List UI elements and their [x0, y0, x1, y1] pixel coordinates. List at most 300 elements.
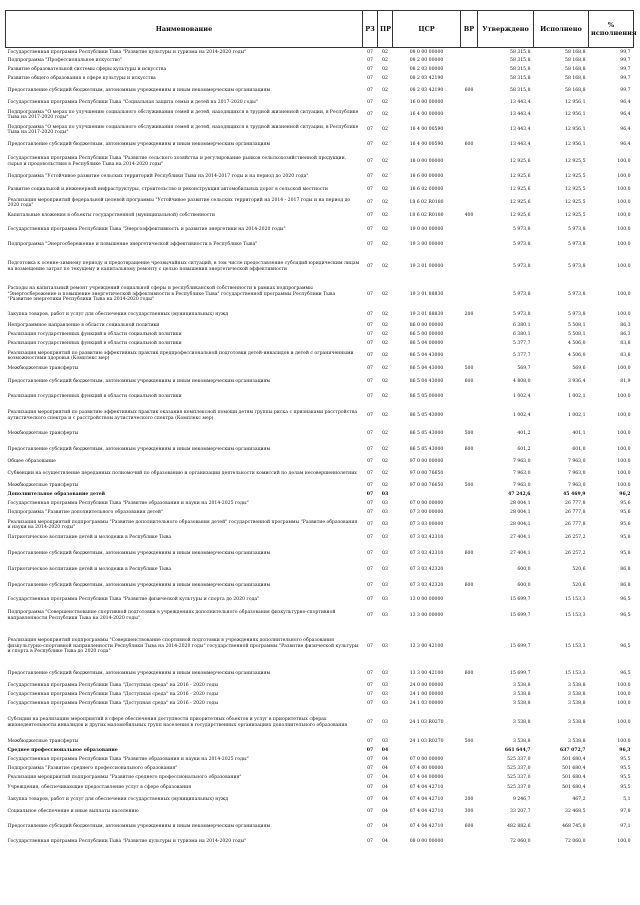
row-vr: [461, 223, 478, 238]
row-executed: 58 168,8: [565, 58, 586, 64]
row-name: Подпрограмма "Развитие дополнительного образования детей": [7, 510, 164, 516]
row-percent: 95,5: [620, 766, 631, 772]
row-rz: 07: [367, 738, 373, 744]
row-csr: 13 3 00 00000: [409, 612, 444, 618]
row-pr: 02: [382, 353, 388, 359]
row-vr: [461, 390, 478, 405]
row-rz: 07: [367, 332, 373, 338]
row-percent: 100,0: [617, 838, 631, 844]
row-pr: 02: [382, 242, 388, 248]
table-row: [6, 747, 634, 756]
row-approved: 13 443,4: [510, 112, 531, 118]
row-executed: 26 777,8: [565, 510, 586, 516]
row-executed: 26 257,2: [565, 550, 586, 556]
row-csr: 86 5 05 43000: [409, 431, 444, 437]
row-name: Дополнительное образование детей: [7, 492, 106, 498]
row-executed: 501 680,4: [562, 757, 586, 763]
row-name: Патриотическое воспитание детей и молодежи в Республике Тыва: [7, 535, 172, 541]
row-rz: 07: [367, 766, 373, 772]
row-percent: 96,4: [620, 112, 631, 118]
row-executed: 58 168,8: [565, 88, 586, 94]
row-approved: 525 337,0: [507, 785, 531, 791]
row-approved: 525 337,0: [507, 766, 531, 772]
row-percent: 100,0: [617, 174, 631, 180]
row-vr: [461, 253, 478, 281]
row-pr: 02: [382, 67, 388, 73]
row-percent: 97,8: [620, 808, 631, 814]
row-vr: 500: [464, 483, 474, 489]
row-name: Развитие общего образования в сфере культуры и искусства: [7, 76, 156, 82]
header-rz: РЗ: [363, 11, 378, 48]
row-rz: 07: [367, 643, 373, 649]
table-row: [6, 84, 634, 99]
row-percent: 100,0: [617, 366, 631, 372]
row-rz: 07: [367, 701, 373, 707]
row-vr: 600: [464, 823, 474, 829]
row-executed: 501 680,4: [562, 766, 586, 772]
row-executed: 15 153,3: [565, 671, 586, 677]
row-approved: 4 808,0: [512, 379, 531, 385]
row-vr: [461, 709, 478, 737]
row-vr: [461, 747, 478, 756]
row-pr: 02: [382, 446, 388, 452]
row-name: Государственная программа Республики Тыва "Развитие культуры и туризма на 2014-2020 годы": [7, 838, 247, 844]
row-pr: 02: [382, 227, 388, 233]
row-vr: 600: [464, 582, 474, 588]
row-approved: 525 337,0: [507, 775, 531, 781]
row-percent: 100,0: [617, 412, 631, 418]
row-vr: [461, 349, 478, 364]
row-executed: 3 538,8: [567, 683, 586, 689]
row-approved: 7 963,0: [512, 459, 531, 465]
row-name: Государственная программа Республики Тыва "Развитие сельского хозяйства и регулирование рынков сельскохозяйственной продукции, сырья и продовольствия в Республике Тыва на 2014-2020 годы": [7, 156, 347, 167]
row-executed: 7 963,0: [567, 483, 586, 489]
row-csr: 16 4 00 00000: [409, 112, 444, 118]
row-vr: [461, 774, 478, 783]
row-pr: 03: [382, 567, 388, 573]
row-pr: 04: [381, 748, 389, 754]
row-percent: 100,0: [617, 701, 631, 707]
header-executed: Исполнено: [534, 11, 589, 48]
table-row: [6, 544, 634, 564]
row-rz: 07: [367, 174, 373, 180]
row-csr: 18 0 00 00000: [409, 158, 444, 164]
row-approved: 5 973,8: [512, 227, 531, 233]
row-rz: 07: [367, 242, 373, 248]
row-csr: 19 3 01 88830: [409, 312, 444, 318]
table-row: [6, 171, 634, 184]
table-row: [6, 57, 634, 66]
row-vr: [461, 765, 478, 774]
table-row: [6, 108, 634, 123]
row-vr: [461, 197, 478, 210]
row-rz: 07: [367, 312, 373, 318]
row-vr: [461, 123, 478, 138]
row-percent: 5,1: [623, 796, 631, 802]
row-approved: 6 380,1: [512, 323, 531, 329]
row-csr: 24 1 03 00000: [409, 701, 444, 707]
table-header-row: [6, 11, 634, 48]
budget-execution-table: [5, 10, 637, 848]
table-row: [6, 806, 634, 818]
table-row: [6, 390, 634, 405]
row-pr: 03: [382, 522, 388, 528]
row-name: Реализация мероприятий по развитию эффективных практик оказания комплексной помощи детям группы риска с признаками расстройства аутистического спектра и с расстройством аутистического спектра (Комплекс мер): [7, 410, 358, 421]
row-approved: 482 882,6: [507, 823, 531, 829]
row-percent: 96,2: [619, 492, 631, 498]
row-approved: 13 443,4: [510, 100, 531, 106]
row-vr: [461, 756, 478, 765]
row-csr: 18 6 02 00000: [409, 187, 444, 193]
row-pr: 04: [382, 823, 388, 829]
row-percent: 100,0: [617, 431, 631, 437]
table-row: [6, 238, 634, 253]
row-name: Государственная программа Республики Тыва "Доступная среда" на 2016 - 2020 годы: [7, 683, 218, 689]
row-csr: 86 5 05 00000: [409, 394, 444, 400]
row-csr: 86 5 05 43000: [409, 446, 444, 452]
row-pr: 02: [382, 483, 388, 489]
row-approved: 600,0: [517, 567, 531, 573]
table-row: [6, 491, 634, 500]
row-csr: 19 0 00 00000: [409, 227, 444, 233]
row-executed: 5 973,8: [567, 242, 586, 248]
row-executed: 5 973,8: [567, 312, 586, 318]
row-executed: 5 508,1: [567, 332, 586, 338]
row-executed: 3 538,8: [567, 738, 586, 744]
row-pr: 02: [382, 341, 388, 347]
row-pr: 03: [382, 738, 388, 744]
row-csr: 13 0 00 00000: [409, 596, 444, 602]
row-rz: 07: [367, 142, 373, 148]
row-percent: 99,7: [620, 58, 631, 64]
row-vr: [461, 99, 478, 108]
row-executed: 501 680,4: [562, 775, 586, 781]
row-vr: 500: [464, 431, 474, 437]
row-pr: 04: [382, 775, 388, 781]
row-pr: 02: [382, 200, 388, 206]
row-approved: 27 404,1: [510, 535, 531, 541]
row-approved: 401,2: [517, 431, 531, 437]
row-name: Непрограммное направление в области социальной политики: [7, 323, 160, 329]
row-rz: 07: [367, 785, 373, 791]
row-rz: 07: [367, 459, 373, 465]
row-rz: 07: [366, 492, 374, 498]
row-vr: [461, 467, 478, 482]
header-csr: ЦСР: [393, 11, 461, 48]
row-approved: 15 699,7: [510, 643, 531, 649]
row-rz: 07: [367, 394, 373, 400]
row-csr: 07 3 00 00000: [409, 510, 444, 516]
row-executed: 12 956,1: [565, 100, 586, 106]
row-name: Подпрограмма "Совершенствование спортивной подготовки в учреждениях дополнительного образования физкультурно-спортивной направленности Республики Тыва на 2014-2020 годы": [7, 610, 336, 621]
row-name: Реализация мероприятий подпрограммы "Совершенствование спортивной подготовки в учреждениях дополнительного образования физкультурно-спортивной направленности Республики Тыва на 2014-2020 годы" государственной программы "Развитие физической культуры и спорта в Республике Тыва до 2020 года": [7, 638, 359, 655]
row-pr: 02: [382, 174, 388, 180]
header-percent: % исполнения: [589, 11, 634, 48]
row-rz: 07: [367, 412, 373, 418]
row-name: Реализация государственных функций в области социальной политики: [7, 341, 182, 347]
table-row: [6, 682, 634, 691]
row-approved: 58 315,8: [510, 49, 531, 55]
row-approved: 661 644,7: [504, 748, 531, 754]
row-approved: 7 963,0: [512, 483, 531, 489]
row-vr: [461, 322, 478, 331]
row-csr: 86 5 04 00000: [409, 341, 444, 347]
row-rz: 07: [367, 366, 373, 372]
row-csr: 86 5 05 43000: [409, 412, 444, 418]
row-rz: 07: [367, 127, 373, 133]
table-row: [6, 340, 634, 349]
row-vr: 600: [464, 379, 474, 385]
row-pr: 02: [382, 431, 388, 437]
row-executed: 15 153,3: [565, 612, 586, 618]
row-percent: 97,1: [620, 823, 631, 829]
row-name: Межбюджетные трансферты: [7, 738, 79, 744]
row-executed: 601,0: [572, 446, 586, 452]
table-row: [6, 153, 634, 171]
row-executed: 26 257,2: [565, 535, 586, 541]
row-approved: 28 004,1: [510, 501, 531, 507]
row-executed: 7 963,0: [567, 471, 586, 477]
row-name: Реализация мероприятий подпрограммы "Развитие дополнительного образования детей" государственной программы "Развитие образования и науки на 2014-2020 годы": [7, 519, 358, 530]
table-row: [6, 309, 634, 322]
row-csr: [393, 747, 461, 756]
row-executed: 12 925,5: [565, 174, 586, 180]
row-vr: [461, 281, 478, 309]
row-vr: [461, 331, 478, 340]
row-csr: 08 2 03 42190: [409, 76, 444, 82]
row-name: Подпрограмма "Устойчивое развитие сельских территорий Республики Тыва на 2014-2017 годы и на период до 2020 года": [7, 174, 309, 180]
row-pr: 02: [382, 158, 388, 164]
row-csr: 97 0 00 00000: [409, 459, 444, 465]
row-approved: 1 002,4: [512, 394, 531, 400]
row-name: Подготовка к осенне-зимнему периоду и предотвращение чрезвычайных ситуаций, в том числе предоставление субсидий юридическим лицам на возмещение затрат по текущему и капитальному ремонту с целью повышения энергетической эффективности: [7, 261, 360, 272]
row-name: Реализация мероприятий федеральной целевой программы "Устойчивое развитие сельских территорий на 2014 - 2017 годы и на период до 2020 года": [7, 197, 351, 208]
row-csr: 13 3 00 42100: [409, 671, 444, 677]
row-approved: 3 538,8: [512, 683, 531, 689]
table-row: [6, 509, 634, 518]
row-rz: 07: [367, 550, 373, 556]
row-name: Предоставление субсидий бюджетным, автономным учреждениям и иным некоммерческим организациям: [7, 671, 271, 677]
row-executed: 45 469,9: [563, 492, 586, 498]
row-csr: 16 0 00 00000: [409, 100, 444, 106]
row-pr: 04: [382, 838, 388, 844]
header-vr: ВР: [461, 11, 478, 48]
row-executed: 4 506,0: [567, 341, 586, 347]
table-row: [6, 500, 634, 509]
table-row: [6, 48, 634, 57]
row-approved: 7 963,0: [512, 471, 531, 477]
row-rz: 07: [367, 471, 373, 477]
row-executed: 637 072,7: [559, 748, 586, 754]
row-approved: 58 315,8: [510, 58, 531, 64]
row-executed: 3 538,8: [567, 719, 586, 725]
row-vr: [461, 500, 478, 509]
table-row: [6, 709, 634, 737]
table-row: [6, 458, 634, 467]
row-pr: 02: [382, 263, 388, 269]
row-vr: [461, 691, 478, 700]
table-row: [6, 577, 634, 595]
table-row: [6, 605, 634, 627]
row-executed: 12 925,5: [565, 158, 586, 164]
row-name: Государственная программа Республики Тыва "Развитие образования и науки на 2014-2025 годы": [7, 501, 249, 507]
row-name: Подпрограмма "Профессиональное искусство": [7, 58, 122, 64]
table-row: [6, 818, 634, 836]
table-row: [6, 774, 634, 783]
table-row: [6, 667, 634, 682]
row-percent: 99,7: [620, 88, 631, 94]
row-vr: 300: [464, 808, 474, 814]
row-pr: 02: [382, 471, 388, 477]
row-rz: 07: [367, 596, 373, 602]
row-percent: 99,7: [620, 49, 631, 55]
row-approved: 33 207,7: [510, 808, 531, 814]
row-csr: 07 3 03 42320: [409, 582, 444, 588]
row-approved: 3 538,8: [512, 719, 531, 725]
row-csr: 86 0 00 00000: [409, 323, 444, 329]
row-executed: 15 153,3: [565, 643, 586, 649]
row-approved: 15 699,7: [510, 596, 531, 602]
row-executed: 1 002,1: [567, 394, 586, 400]
table-row: [6, 253, 634, 281]
row-executed: 12 925,5: [565, 187, 586, 193]
row-executed: 467,2: [572, 796, 586, 802]
row-vr: [461, 533, 478, 544]
row-percent: 100,0: [617, 483, 631, 489]
row-pr: 02: [382, 366, 388, 372]
row-csr: 13 3 00 42100: [409, 643, 444, 649]
row-executed: 72 060,0: [565, 838, 586, 844]
row-pr: 03: [382, 501, 388, 507]
row-name: Предоставление субсидий бюджетным, автономным учреждениям и иным некоммерческим организациям: [7, 550, 271, 556]
row-rz: 07: [367, 100, 373, 106]
row-executed: 12 925,5: [565, 213, 586, 219]
table-row: [6, 467, 634, 482]
row-name: Предоставление субсидий бюджетным, автономным учреждениям и иным некоммерческим организациям: [7, 582, 271, 588]
row-rz: 07: [367, 112, 373, 118]
row-name: Закупка товаров, работ и услуг для обеспечения государственных (муниципальных) нужд: [7, 796, 229, 802]
table-row: [6, 375, 634, 390]
row-pr: 03: [382, 719, 388, 725]
row-rz: 07: [367, 76, 373, 82]
row-pr: 04: [382, 785, 388, 791]
row-executed: 5 508,1: [567, 323, 586, 329]
row-name: Межбюджетные трансферты: [7, 483, 79, 489]
row-rz: 07: [367, 796, 373, 802]
row-rz: 07: [367, 200, 373, 206]
row-name: Предоставление субсидий бюджетным, автономным учреждениям и иным некоммерческим организациям: [7, 142, 271, 148]
row-executed: 5 973,8: [567, 227, 586, 233]
row-csr: 07 3 03 42320: [409, 567, 444, 573]
row-approved: 5 377,7: [512, 341, 531, 347]
row-csr: 19 3 00 00000: [409, 242, 444, 248]
row-vr: [461, 491, 478, 500]
row-rz: 07: [367, 341, 373, 347]
table-row: [6, 331, 634, 340]
row-rz: 07: [367, 291, 373, 297]
row-executed: 58 168,8: [565, 49, 586, 55]
row-rz: 07: [367, 446, 373, 452]
row-rz: 07: [367, 323, 373, 329]
row-rz: 07: [367, 49, 373, 55]
row-percent: 100,0: [617, 719, 631, 725]
row-name: Межбюджетные трансферты: [7, 431, 79, 437]
row-vr: 600: [464, 550, 474, 556]
row-vr: 200: [464, 312, 474, 318]
row-approved: 47 242,6: [508, 492, 531, 498]
row-rz: 07: [367, 719, 373, 725]
row-percent: 95,8: [620, 550, 631, 556]
table-row: [6, 322, 634, 331]
row-csr: 18 6 02 R0180: [409, 213, 444, 219]
row-rz: 07: [367, 683, 373, 689]
row-vr: [461, 564, 478, 577]
row-executed: 3 538,8: [567, 701, 586, 707]
row-csr: 16 4 00 00590: [409, 142, 444, 148]
table-row: [6, 364, 634, 375]
table-row: [6, 794, 634, 806]
row-percent: 95,6: [620, 510, 631, 516]
row-rz: 07: [367, 808, 373, 814]
row-name: Государственная программа Республики Тыва "Социальная защита семьи и детей на 2017-2020 годы": [7, 100, 258, 106]
row-percent: 100,0: [617, 692, 631, 698]
row-pr: 02: [382, 112, 388, 118]
table-row: [6, 427, 634, 442]
row-vr: [461, 783, 478, 794]
row-vr: 400: [464, 213, 474, 219]
row-executed: 4 506,0: [567, 353, 586, 359]
row-approved: 58 315,8: [510, 88, 531, 94]
row-percent: 95,5: [620, 757, 631, 763]
row-percent: 96,4: [620, 100, 631, 106]
row-approved: 601,2: [517, 446, 531, 452]
row-name: Предоставление субсидий бюджетным, автономным учреждениям и иным некоммерческим организациям: [7, 379, 271, 385]
table-row: [6, 756, 634, 765]
row-pr: 04: [382, 808, 388, 814]
row-pr: 03: [381, 492, 389, 498]
row-vr: 500: [464, 738, 474, 744]
row-executed: 5 973,8: [567, 263, 586, 269]
row-csr: 07 0 00 00000: [409, 501, 444, 507]
row-percent: 100,0: [617, 242, 631, 248]
row-name: Общее образование: [7, 459, 56, 465]
row-csr: 19 3 01 00000: [409, 263, 444, 269]
row-csr: 07 4 04 42710: [409, 785, 444, 791]
row-rz: 07: [367, 535, 373, 541]
row-vr: 600: [464, 142, 474, 148]
row-rz: 07: [367, 567, 373, 573]
row-approved: 15 699,7: [510, 671, 531, 677]
row-name: Подпрограмма "О мерах по улучшению социального обслуживания семей и детей, находящихся в трудной жизненной ситуации, в Республике Тыва на 2017-2020 годы": [7, 109, 359, 120]
row-name: Патриотическое воспитание детей и молодежи в Республике Тыва: [7, 567, 172, 573]
row-csr: 07 4 04 00000: [409, 775, 444, 781]
table-row: [6, 533, 634, 544]
row-percent: 96,3: [619, 748, 631, 754]
row-pr: 02: [382, 76, 388, 82]
row-executed: 520,6: [572, 582, 586, 588]
row-rz: 07: [367, 88, 373, 94]
row-approved: 12 925,6: [510, 213, 531, 219]
row-csr: 07 3 03 42310: [409, 550, 444, 556]
row-name: Расходы на капитальный ремонт учреждений социальной сферы и республиканской собственности в рамках подпрограммы "Энергосбережение и повышение энергетической эффективности в Республике Тыва" государственной программы Республики Тыва "Развитие энергетики Республики Тыва на 2014-2020 годы": [7, 286, 336, 303]
header-approved: Утверждено: [478, 11, 534, 48]
row-pr: 03: [382, 671, 388, 677]
row-pr: 03: [382, 683, 388, 689]
row-vr: 200: [464, 796, 474, 802]
row-name: Реализация государственных функций в области социальной политики: [7, 394, 182, 400]
row-csr: 97 0 00 76650: [409, 483, 444, 489]
table-row: [6, 123, 634, 138]
